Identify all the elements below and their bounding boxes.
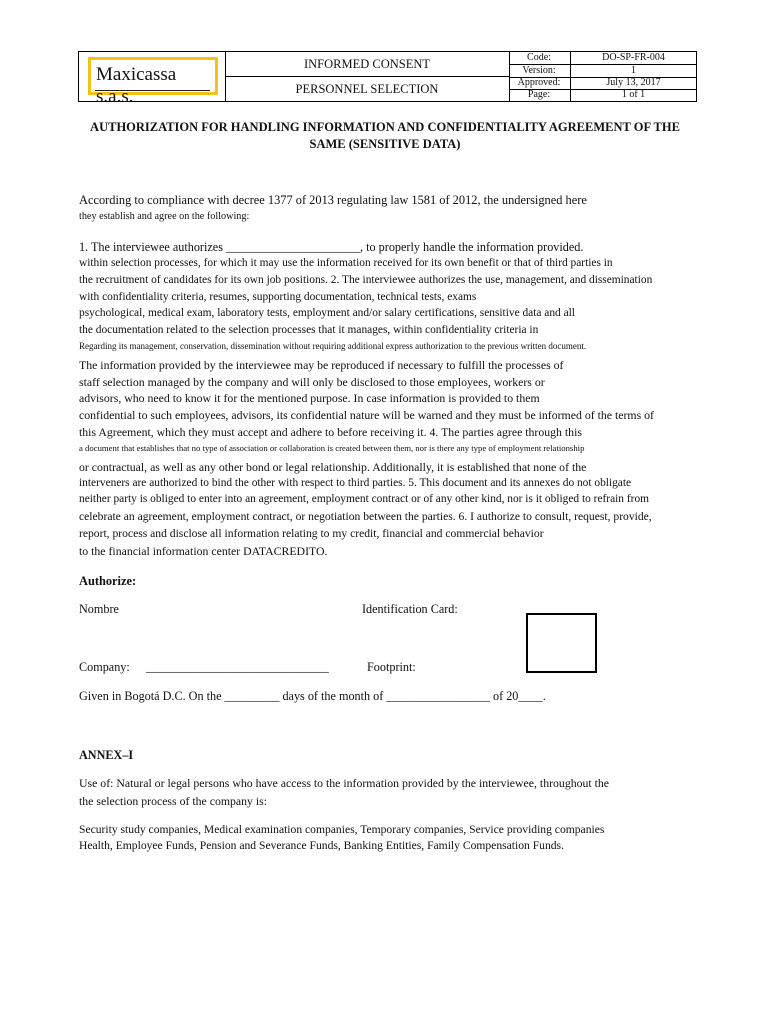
meta-value: 1 of 1	[570, 89, 696, 101]
meta-row-code	[509, 52, 696, 64]
annex-title: ANNEX–I	[79, 748, 134, 762]
form-title: INFORMED CONSENT	[225, 52, 509, 77]
logo-text: Maxicassa s.a.s.	[96, 64, 177, 107]
body-line: with confidentiality criteria, resumes, supporting documentation, technical tests, exams	[79, 291, 477, 303]
body-line: 1. The interviewee authorizes ______________________, to properly handle the information provided.	[79, 240, 584, 254]
company-field[interactable]: ______________________________	[146, 660, 329, 674]
body-line: Regarding its management, conservation, dissemination without requiring additional express authorization to the previous written document.	[79, 341, 587, 351]
body-line: advisors, who need to know it for the mentioned purpose. In case information is provided to them	[79, 391, 540, 405]
body-line: The information provided by the interviewee may be reproduced if necessary to fulfill the processes of	[79, 358, 564, 372]
title-cell	[225, 52, 510, 101]
body-line: interveners are authorized to bind the other with respect to third parties. 5. This document and its annexes do not obligate	[79, 477, 632, 489]
footprint-label: Footprint:	[367, 660, 416, 674]
meta-value: 1	[570, 65, 696, 77]
meta-value: DO-SP-FR-004	[570, 52, 696, 64]
document-meta	[509, 52, 696, 101]
meta-row-approved	[509, 77, 696, 89]
identification-card-label: Identification Card:	[362, 602, 458, 616]
body-line: the documentation related to the selection processes that it manages, within confidentiality criteria in	[79, 324, 539, 336]
body-line: or contractual, as well as any other bond or legal relationship. Additionally, it is established that none of the	[79, 460, 587, 474]
body-line: celebrate an agreement, employment contract, or negotiation between the parties. 6. I authorize to consult, request, provide,	[79, 510, 652, 523]
document-header-table	[78, 51, 697, 107]
form-subtitle: PERSONNEL SELECTION	[295, 82, 439, 96]
company-label: Company:	[79, 660, 130, 674]
meta-key: Approved:	[517, 77, 561, 88]
annex-use-line-2: the selection process of the company is:	[79, 794, 268, 808]
document-heading	[78, 119, 692, 152]
heading-line-2: SAME (SENSITIVE DATA)	[309, 136, 461, 151]
footprint-box[interactable]	[526, 613, 597, 673]
body-line: the recruitment of candidates for its own job positions. 2. The interviewee authorizes the use, management, and dissemination	[79, 274, 653, 286]
annex-list-line-2: Health, Employee Funds, Pension and Severance Funds, Banking Entities, Family Compensation Funds.	[79, 839, 564, 852]
body-line: this Agreement, which they must accept and adhere to before receiving it. 4. The parties agree through this	[79, 425, 582, 439]
body-line: to the financial information center DATACREDITO.	[79, 544, 328, 558]
intro-line-1: According to compliance with decree 1377 of 2013 regulating law 1581 of 2012, the undersigned here	[79, 193, 587, 207]
meta-key: Version:	[522, 65, 556, 76]
meta-value: July 13, 2017	[570, 77, 696, 89]
body-line: within selection processes, for which it may use the information received for its own benefit or that of third parties in	[79, 257, 613, 269]
meta-key: Code:	[527, 52, 551, 63]
body-line: psychological, medical exam, laboratory tests, employment and/or salary certifications, sensitive data and all	[79, 307, 575, 319]
annex-use-line-1: Use of: Natural or legal persons who have access to the information provided by the interviewee, throughout the	[79, 776, 610, 790]
company-logo	[88, 57, 218, 107]
annex-list-line-1: Security study companies, Medical examination companies, Temporary companies, Service providing companies	[79, 823, 605, 836]
body-line: confidential to such employees, advisors, its confidential nature will be warned and they must be informed of the terms of	[79, 408, 654, 422]
meta-key: Page:	[527, 89, 551, 100]
heading-line-1: AUTHORIZATION FOR HANDLING INFORMATION AND CONFIDENTIALITY AGREEMENT OF THE	[90, 120, 680, 134]
authorize-label: Authorize:	[79, 574, 137, 588]
logo-cell	[79, 52, 226, 107]
intro-line-2: they establish and agree on the following:	[79, 211, 250, 222]
meta-row-page	[509, 89, 696, 101]
body-line: neither party is obliged to enter into an agreement, employment contract or of any other kind, nor is it obliged to refrain from	[79, 493, 649, 505]
given-date-line: Given in Bogotá D.C. On the _________ days of the month of _________________ of 20____.	[79, 689, 546, 703]
name-label: Nombre	[79, 602, 119, 616]
meta-row-version	[509, 65, 696, 77]
body-line: a document that establishes that no type of association or collaboration is created between them, nor is there any type of employment relationship	[79, 443, 585, 453]
logo-underline	[95, 90, 210, 91]
body-line: staff selection managed by the company and will only be disclosed to those employees, workers or	[79, 375, 545, 389]
body-line: report, process and disclose all information relating to my credit, financial and commercial behavior	[79, 527, 544, 540]
